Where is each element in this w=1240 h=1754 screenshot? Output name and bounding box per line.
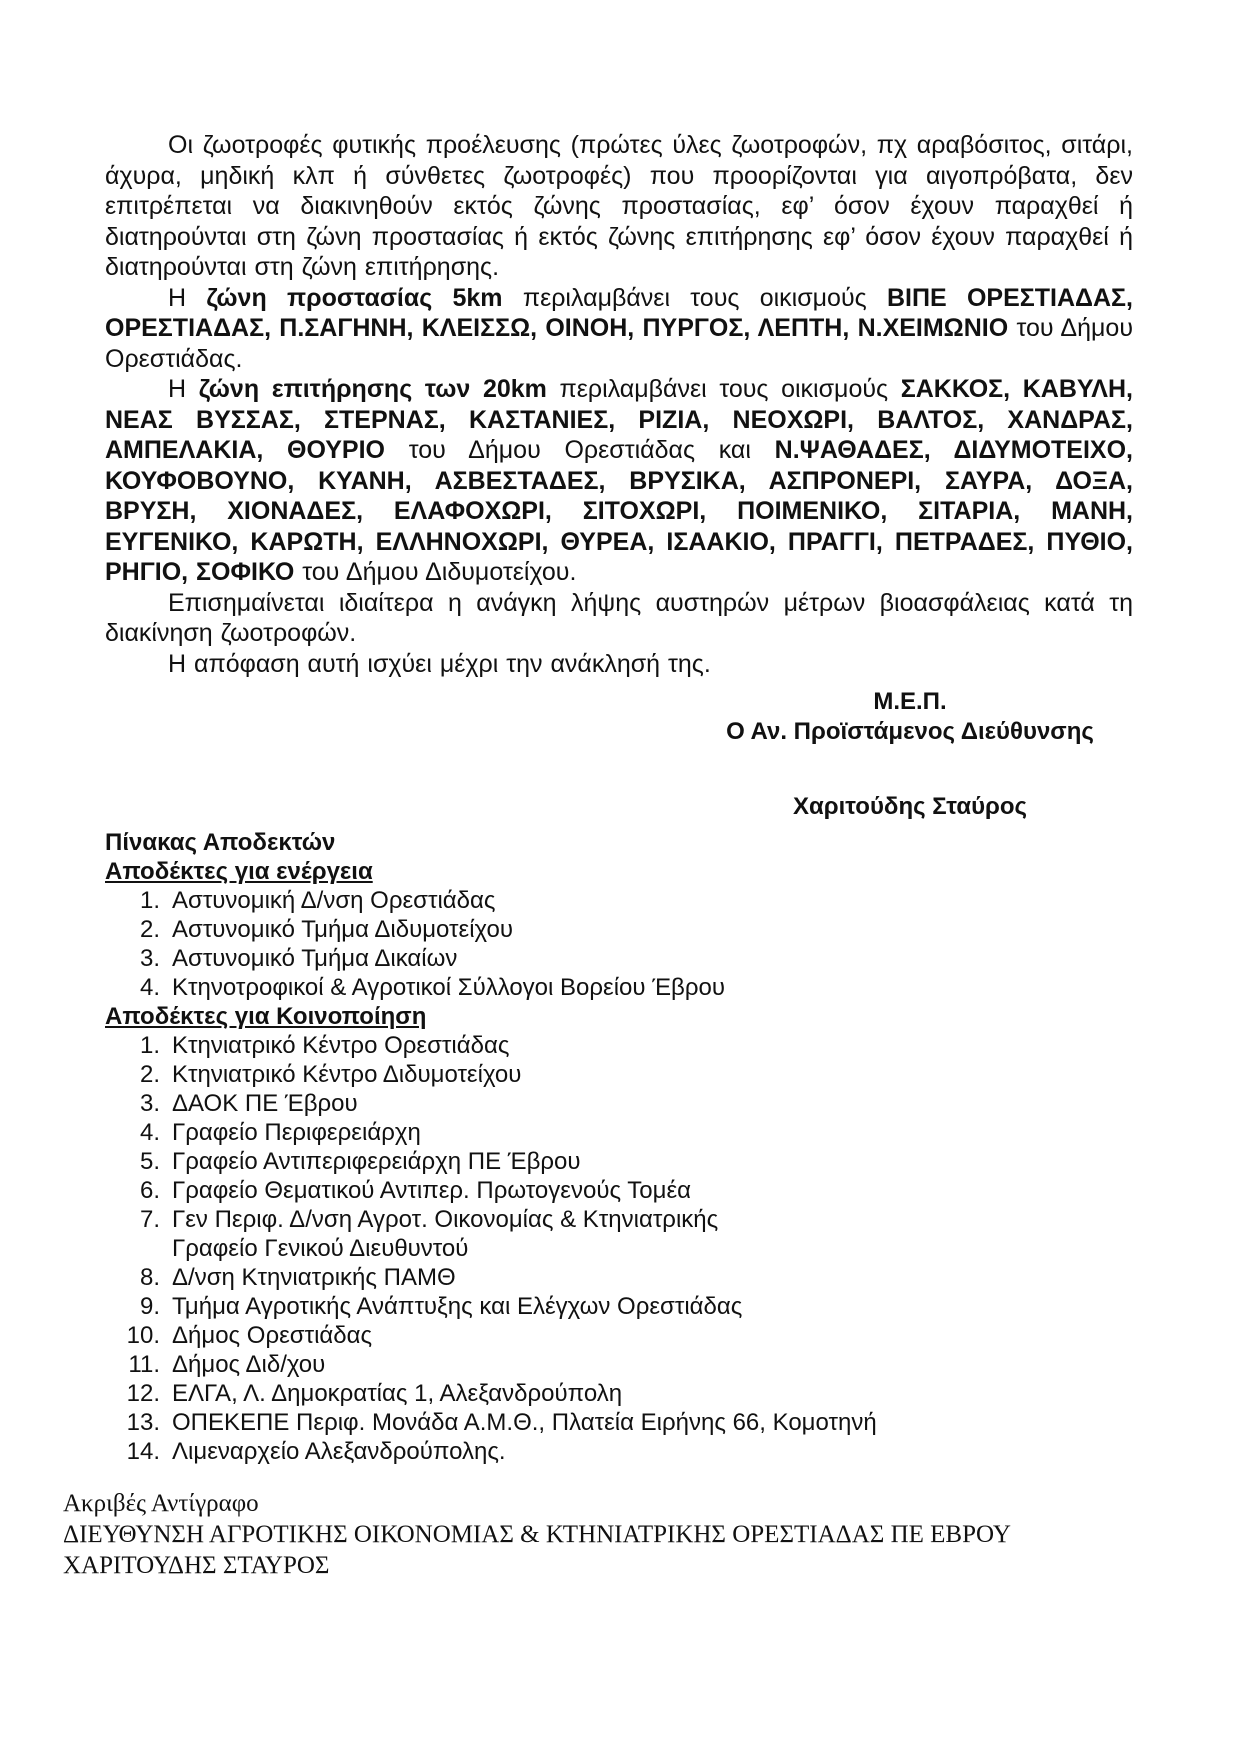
list-item-number: 11.	[128, 1351, 160, 1378]
text-run: Επισημαίνεται ιδιαίτερα η ανάγκη λήψης αυστηρών μέτρων βιοασφάλειας κατά τη διακίνηση ζωοτροφών.	[105, 588, 1133, 647]
list-item-text: Γεν Περιφ. Δ/νση Αγροτ. Οικονομίας & Κτηνιατρικής Γραφείο Γενικού Διευθυντού	[172, 1206, 719, 1262]
list-item-number: 4.	[139, 974, 160, 1001]
mep-label: Μ.Ε.Π.	[873, 688, 947, 715]
text-run: Η	[168, 283, 207, 312]
list-item-text: Τμήμα Αγροτικής Ανάπτυξης και Ελέγχων Ορεστιάδας	[172, 1293, 743, 1320]
list-item-text: Κτηνοτροφικοί & Αγροτικοί Σύλλογοι Βορείου Έβρου	[172, 974, 725, 1001]
action-recipient-item	[105, 973, 1133, 1002]
list-item-number: 1.	[139, 887, 160, 914]
list-item-number: 8.	[139, 1264, 160, 1291]
body-paragraph	[105, 283, 1133, 375]
list-item-number: 7.	[139, 1206, 160, 1233]
signatory-title: Ο Αν. Προϊστάμενος Διεύθυνσης	[726, 718, 1094, 745]
notify-recipient-item	[105, 1060, 1133, 1089]
list-item-number: 2.	[139, 916, 160, 943]
text-run: Η	[168, 375, 199, 403]
notify-recipient-item	[105, 1379, 1133, 1408]
text-run: Οι ζωοτροφές φυτικής προέλευσης (πρώτες ύλες ζωοτροφών, πχ αραβόσιτος, σιτάρι, άχυρα, μηδική κλπ ή σύνθετες ζωοτροφές) που προορίζονται για αιγοπρόβατα, δεν επιτρέπεται να διακινηθούν εκτός ζώνης προστασίας, εφ’ όσον έχουν παραχθεί ή διατηρούνται στη ζώνη προστασίας ή εκτός ζώνης επιτήρησης εφ’ όσον έχουν παραχθεί ή διατηρούνται στη ζώνη επιτήρησης.	[105, 131, 1133, 281]
list-item-text: ΟΠΕΚΕΠΕ Περιφ. Μονάδα Α.Μ.Θ., Πλατεία Ειρήνης 66, Κομοτηνή	[172, 1409, 877, 1436]
list-item-number: 14.	[126, 1438, 160, 1465]
notify-recipient-item	[105, 1089, 1133, 1118]
certified-copy-label: Ακριβές Αντίγραφο	[63, 1490, 259, 1517]
list-item-text: Γραφείο Θεματικού Αντιπερ. Πρωτογενούς Τομέα	[172, 1177, 692, 1204]
notify-recipient-item	[105, 1437, 1133, 1466]
list-item-text: Γραφείο Αντιπεριφερειάρχη ΠΕ Έβρου	[172, 1148, 581, 1175]
action-recipients-list	[105, 886, 1133, 1002]
list-item-number: 3.	[139, 945, 160, 972]
list-item-text: Κτηνιατρικό Κέντρο Διδυμοτείχου	[172, 1061, 522, 1088]
list-item-text: Δ/νση Κτηνιατρικής ΠΑΜΘ	[172, 1264, 456, 1291]
list-item-number: 13.	[126, 1409, 160, 1436]
list-item-text: Δήμος Διδ/χου	[172, 1351, 326, 1378]
list-item-text: Γραφείο Περιφερειάρχη	[172, 1119, 421, 1146]
list-item-number: 1.	[139, 1032, 160, 1059]
list-item-text: Αστυνομικό Τμήμα Διδυμοτείχου	[172, 916, 513, 943]
list-item-text: Δήμος Ορεστιάδας	[172, 1322, 373, 1349]
text-run: του Δήμου Ορεστιάδας και	[385, 436, 775, 464]
notify-recipient-item	[105, 1176, 1133, 1205]
text-run: περιλαμβάνει τους οικισμούς	[502, 283, 887, 312]
action-recipient-item	[105, 915, 1133, 944]
signatory-name: Χαριτούδης Σταύρος	[792, 793, 1028, 820]
notify-recipient-item	[105, 1205, 1133, 1263]
list-item-number: 2.	[139, 1061, 160, 1088]
list-item-text: Κτηνιατρικό Κέντρο Ορεστιάδας	[172, 1032, 510, 1059]
recipients-section	[105, 828, 1133, 1466]
notify-recipient-item	[105, 1292, 1133, 1321]
notify-recipient-item	[105, 1321, 1133, 1350]
notify-recipients-heading: Αποδέκτες για Κοινοποίηση	[105, 1003, 427, 1030]
body-paragraph	[105, 588, 1133, 649]
text-run: του Δήμου Ορεστιάδας.	[105, 314, 1133, 373]
text-run: Η απόφαση αυτή ισχύει μέχρι την ανάκλησή της.	[168, 649, 711, 678]
list-item-number: 3.	[139, 1090, 160, 1117]
bold-text-run: ζώνη επιτήρησης των 20km	[198, 375, 547, 403]
body-paragraph	[105, 130, 1133, 283]
bold-text-run: ΒΙΠΕ ΟΡΕΣΤΙΑΔΑΣ, ΟΡΕΣΤΙΑΔΑΣ, Π.ΣΑΓΗΝΗ, ΚΛΕΙΣΣΩ, ΟΙΝΟΗ, ΠΥΡΓΟΣ, ΛΕΠΤΗ, Ν.ΧΕΙΜΩΝΙΟ	[105, 283, 1133, 342]
body-paragraph	[105, 374, 1133, 588]
list-item-text: ΔΑΟΚ ΠΕ Έβρου	[172, 1090, 358, 1117]
notify-recipient-item	[105, 1350, 1133, 1379]
recipients-table-title: Πίνακας Αποδεκτών	[105, 829, 336, 856]
action-recipient-item	[105, 944, 1133, 973]
text-run: του Δήμου Διδυμοτείχου.	[294, 558, 577, 586]
bold-text-run: ΣΑΚΚΟΣ, ΚΑΒΥΛΗ, ΝΕΑΣ ΒΥΣΣΑΣ, ΣΤΕΡΝΑΣ, ΚΑΣΤΑΝΙΕΣ, ΡΙΖΙΑ, ΝΕΟΧΩΡΙ, ΒΑΛΤΟΣ, ΧΑΝΔΡΑΣ, ΑΜΠΕΛΑΚΙΑ, ΘΟΥΡΙΟ	[105, 375, 1133, 464]
notify-recipient-item	[105, 1118, 1133, 1147]
notify-recipient-item	[105, 1147, 1133, 1176]
list-item-text: Αστυνομικό Τμήμα Δικαίων	[172, 945, 458, 972]
directorate-name: ΔΙΕΥΘΥΝΣΗ ΑΓΡΟΤΙΚΗΣ ΟΙΚΟΝΟΜΙΑΣ & ΚΤΗΝΙΑΤΡΙΚΗΣ ΟΡΕΣΤΙΑΔΑΣ ΠΕ ΕΒΡΟΥ	[63, 1521, 1011, 1548]
list-item-text: Αστυνομική Δ/νση Ορεστιάδας	[172, 887, 496, 914]
notify-recipient-item	[105, 1031, 1133, 1060]
notify-recipient-item	[105, 1408, 1133, 1437]
list-item-text: ΕΛΓΑ, Λ. Δημοκρατίας 1, Αλεξανδρούπολη	[172, 1380, 623, 1407]
body-paragraph	[105, 649, 1133, 680]
bold-text-run: ζώνη προστασίας 5km	[206, 283, 503, 312]
list-item-number: 9.	[139, 1293, 160, 1320]
notify-recipients-list	[105, 1031, 1133, 1466]
certification-block	[63, 1488, 1133, 1581]
certifier-name: ΧΑΡΙΤΟΥΔΗΣ ΣΤΑΥΡΟΣ	[63, 1552, 330, 1579]
bold-text-run: Ν.ΨΑΘΑΔΕΣ, ΔΙΔΥΜΟΤΕΙΧΟ, ΚΟΥΦΟΒΟΥΝΟ, ΚΥΑΝΗ, ΑΣΒΕΣΤΑΔΕΣ, ΒΡΥΣΙΚΑ, ΑΣΠΡΟΝΕΡΙ, ΣΑΥΡΑ, ΔΟΞΑ, ΒΡΥΣΗ, ΧΙΟΝΑΔΕΣ, ΕΛΑΦΟΧΩΡΙ, ΣΙΤΟΧΩΡΙ, ΠΟΙΜΕΝΙΚΟ, ΣΙΤΑΡΙΑ, ΜΑΝΗ, ΕΥΓΕΝΙΚΟ, ΚΑΡΩΤΗ, ΕΛΛΗΝΟΧΩΡΙ, ΘΥΡΕΑ, ΙΣΑΑΚΙΟ, ΠΡΑΓΓΙ, ΠΕΤΡΑΔΕΣ, ΠΥΘΙΟ, ΡΗΓΙΟ, ΣΟΦΙΚΟ	[105, 436, 1133, 586]
list-item-number: 10.	[126, 1322, 160, 1349]
list-item-text: Λιμεναρχείο Αλεξανδρούπολης.	[172, 1438, 506, 1465]
body-paragraphs	[105, 130, 1133, 679]
signature-block	[690, 687, 1130, 822]
list-item-number: 6.	[139, 1177, 160, 1204]
list-item-number: 12.	[126, 1380, 160, 1407]
list-item-number: 5.	[139, 1148, 160, 1175]
action-recipients-heading: Αποδέκτες για ενέργεια	[105, 858, 373, 885]
action-recipient-item	[105, 886, 1133, 915]
notify-recipient-item	[105, 1263, 1133, 1292]
text-run: περιλαμβάνει τους οικισμούς	[546, 375, 901, 403]
list-item-number: 4.	[139, 1119, 160, 1146]
